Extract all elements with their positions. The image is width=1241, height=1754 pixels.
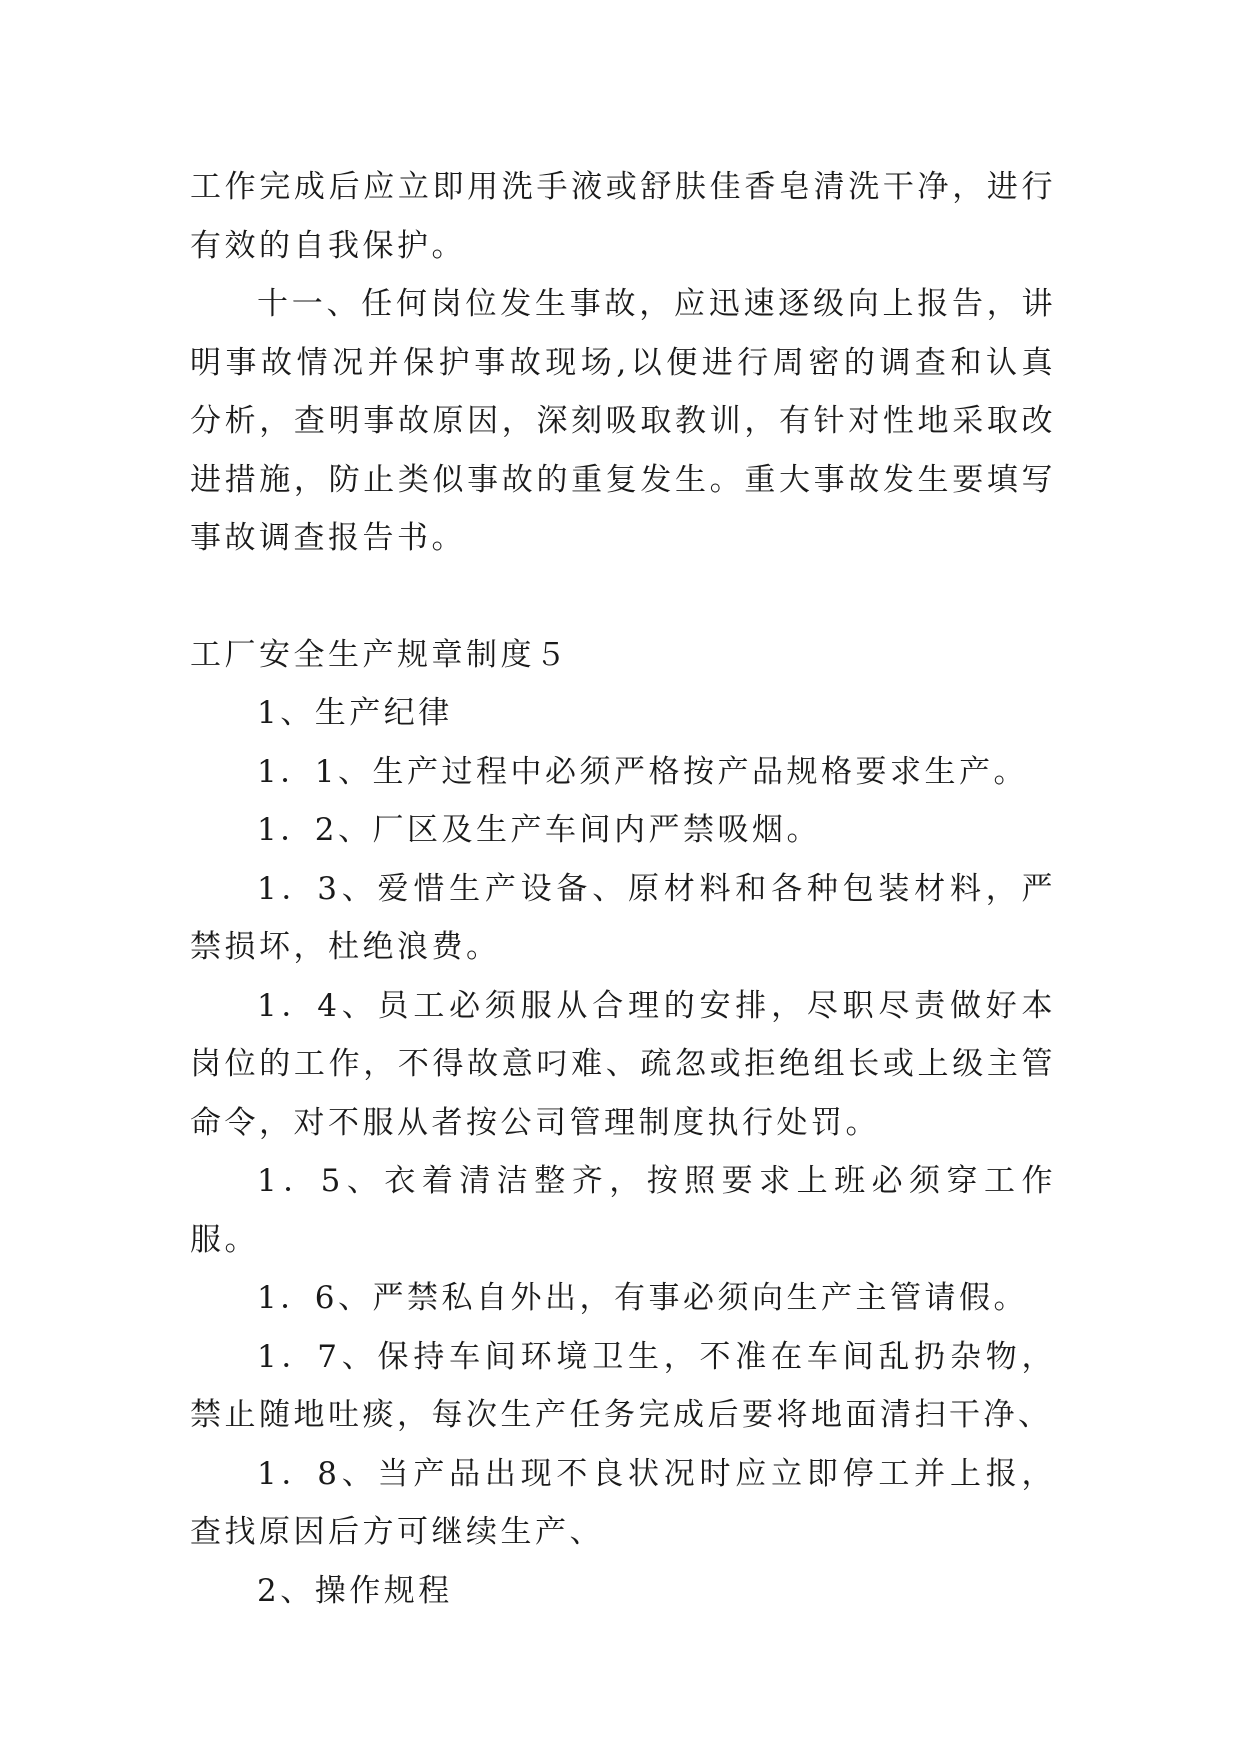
section-title: 工厂安全生产规章制度５ (190, 636, 570, 673)
document-body (190, 158, 1056, 1620)
item-operating-procedures: 2、操作规程 (257, 1572, 453, 1609)
item-1-8: 1．8、当产品出现不良状况时应立即停工并上报，查找原因后方可继续生产、 (190, 1455, 1056, 1550)
paragraph-continuation: 工作完成后应立即用洗手液或舒肤佳香皂清洗干净，进行有效的自我保护。 (190, 169, 1056, 264)
item-production-discipline: 1、生产纪律 (257, 695, 453, 731)
item-1-6: 1．6、严禁私自外出，有事必须向生产主管请假。 (257, 1280, 1028, 1316)
item-1-3: 1．3、爱惜生产设备、原材料和各种包装材料，严禁损坏，杜绝浪费。 (190, 870, 1056, 965)
item-1-4: 1．4、员工必须服从合理的安排，尽职尽责做好本岗位的工作，不得故意叼难、疏忽或拒绝组长或上级主管命令，对不服从者按公司管理制度执行处罚。 (190, 987, 1056, 1141)
item-1-7: 1．7、保持车间环境卫生，不准在车间乱扔杂物，禁止随地吐痰，每次生产任务完成后要将地面清扫干净、 (190, 1338, 1056, 1433)
paragraph-article-11: 十一、任何岗位发生事故，应迅速逐级向上报告，讲明事故情况并保护事故现场,以便进行周密的调查和认真分析，查明事故原因，深刻吸取教训，有针对性地采取改进措施，防止类似事故的重复发生。重大事故发生要填写事故调查报告书。 (190, 286, 1056, 556)
item-1-5: 1．5、衣着清洁整齐，按照要求上班必须穿工作服。 (190, 1163, 1056, 1258)
item-1-2: 1．2、厂区及生产车间内严禁吸烟。 (257, 812, 821, 848)
item-1-1: 1．1、生产过程中必须严格按产品规格要求生产。 (257, 753, 1028, 790)
